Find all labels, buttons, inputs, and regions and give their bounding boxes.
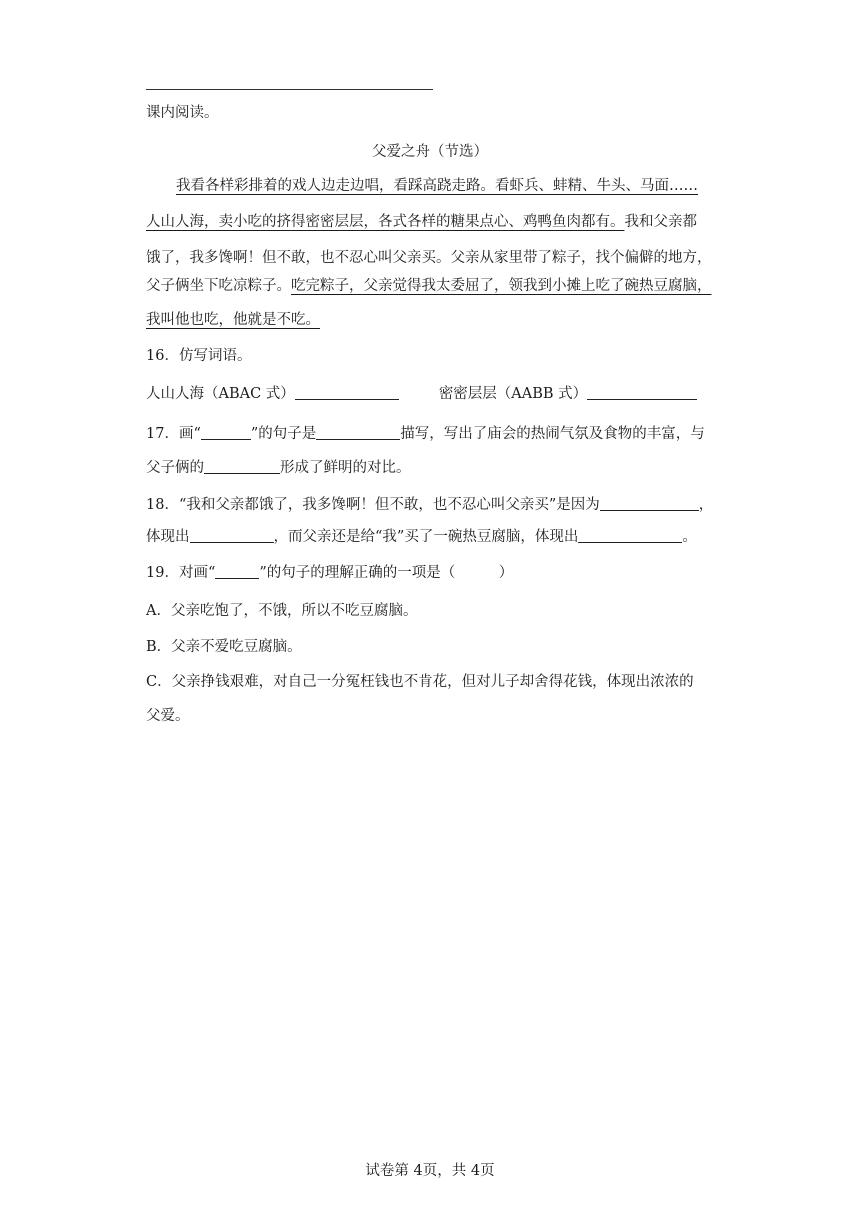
q18-line-1 <box>146 495 713 515</box>
q19-option-c-cont: 父爱。 <box>146 708 190 724</box>
passage-line-2-underlined: 人山人海，卖小吃的挤得密密层层，各式各样的糖果点心、鸡鸭鱼肉都有。 <box>146 214 625 230</box>
q17-text-3: 描写，写出了庙会的热闹气氛及食物的丰富，与 <box>400 426 705 442</box>
q18-blank-2[interactable] <box>190 528 274 543</box>
passage-line-2-rest: 我和父亲都 <box>624 214 697 230</box>
passage-title: 父爱之舟（节选） <box>372 144 488 160</box>
q19-mark-blank <box>215 564 259 579</box>
passage-line-4-plain: 父子俩坐下吃凉粽子。 <box>146 278 291 294</box>
q17-text-5: 形成了鲜明的对比。 <box>280 460 411 476</box>
q16-a-blank[interactable] <box>295 385 399 400</box>
top-rule <box>146 89 433 90</box>
q19-stem <box>146 563 513 583</box>
passage-line-3: 饿了，我多馋啊！但不敢，也不忍心叫父亲买。父亲从家里带了粽子，找个偏僻的地方， <box>146 250 712 266</box>
q18-text-4: ，而父亲还是给“我”买了一碗热豆腐脑，体现出 <box>273 529 579 545</box>
q18-text-5: 。 <box>682 529 697 545</box>
q17-mark-blank <box>201 425 251 440</box>
section-label: 课内阅读。 <box>146 105 219 121</box>
q18-blank-1[interactable] <box>600 496 699 511</box>
passage-line-2 <box>146 212 697 232</box>
q16-b-blank[interactable] <box>587 385 697 400</box>
q19-option-a[interactable]: A．父亲吃饱了，不饿，所以不吃豆腐脑。 <box>146 603 418 619</box>
q16-b-label: 密密层层（AABB 式） <box>438 386 588 402</box>
passage-line-5: 我叫他也吃，他就是不吃。 <box>146 312 320 328</box>
q19-text-1: 19．对画“ <box>146 565 216 581</box>
q17-text-1: 17．画“ <box>146 426 201 442</box>
q18-text-1: 18．“我和父亲都饿了，我多馋啊！但不敢，也不忍心叫父亲买”是因为 <box>146 497 600 513</box>
page-footer: 试卷第 4页，共 4页 <box>365 1163 495 1179</box>
q17-text-2: ”的句子是 <box>250 426 317 442</box>
passage-line-4 <box>146 276 712 296</box>
q17-blank-1[interactable] <box>316 425 400 440</box>
q17-line-2 <box>146 458 411 478</box>
q18-blank-3[interactable] <box>578 528 682 543</box>
q17-blank-2[interactable] <box>204 459 280 474</box>
q17-text-4: 父子俩的 <box>146 460 204 476</box>
q19-text-2: ”的句子的理解正确的一项是（ ） <box>259 565 514 581</box>
q16-stem: 16．仿写词语。 <box>146 348 252 364</box>
passage-line-1: 我看各样彩排着的戏人边走边唱，看踩高跷走路。看虾兵、蚌精、牛头、马面…… <box>176 178 698 194</box>
q18-text-2: ， <box>698 497 714 513</box>
q16-a-label: 人山人海（ABAC 式） <box>146 386 295 402</box>
q17-line-1 <box>146 424 705 444</box>
q19-option-b[interactable]: B．父亲不爱吃豆腐脑。 <box>146 639 302 655</box>
q16-items <box>146 384 697 404</box>
q18-text-3: 体现出 <box>146 529 190 545</box>
q18-line-2 <box>146 527 697 547</box>
passage-line-4-underlined: 吃完粽子，父亲觉得我太委屈了，领我到小摊上吃了碗热豆腐脑， <box>291 278 712 294</box>
q19-option-c[interactable]: C．父亲挣钱艰难，对自己一分冤枉钱也不肯花，但对儿子却舍得花钱，体现出浓浓的 <box>146 674 694 690</box>
